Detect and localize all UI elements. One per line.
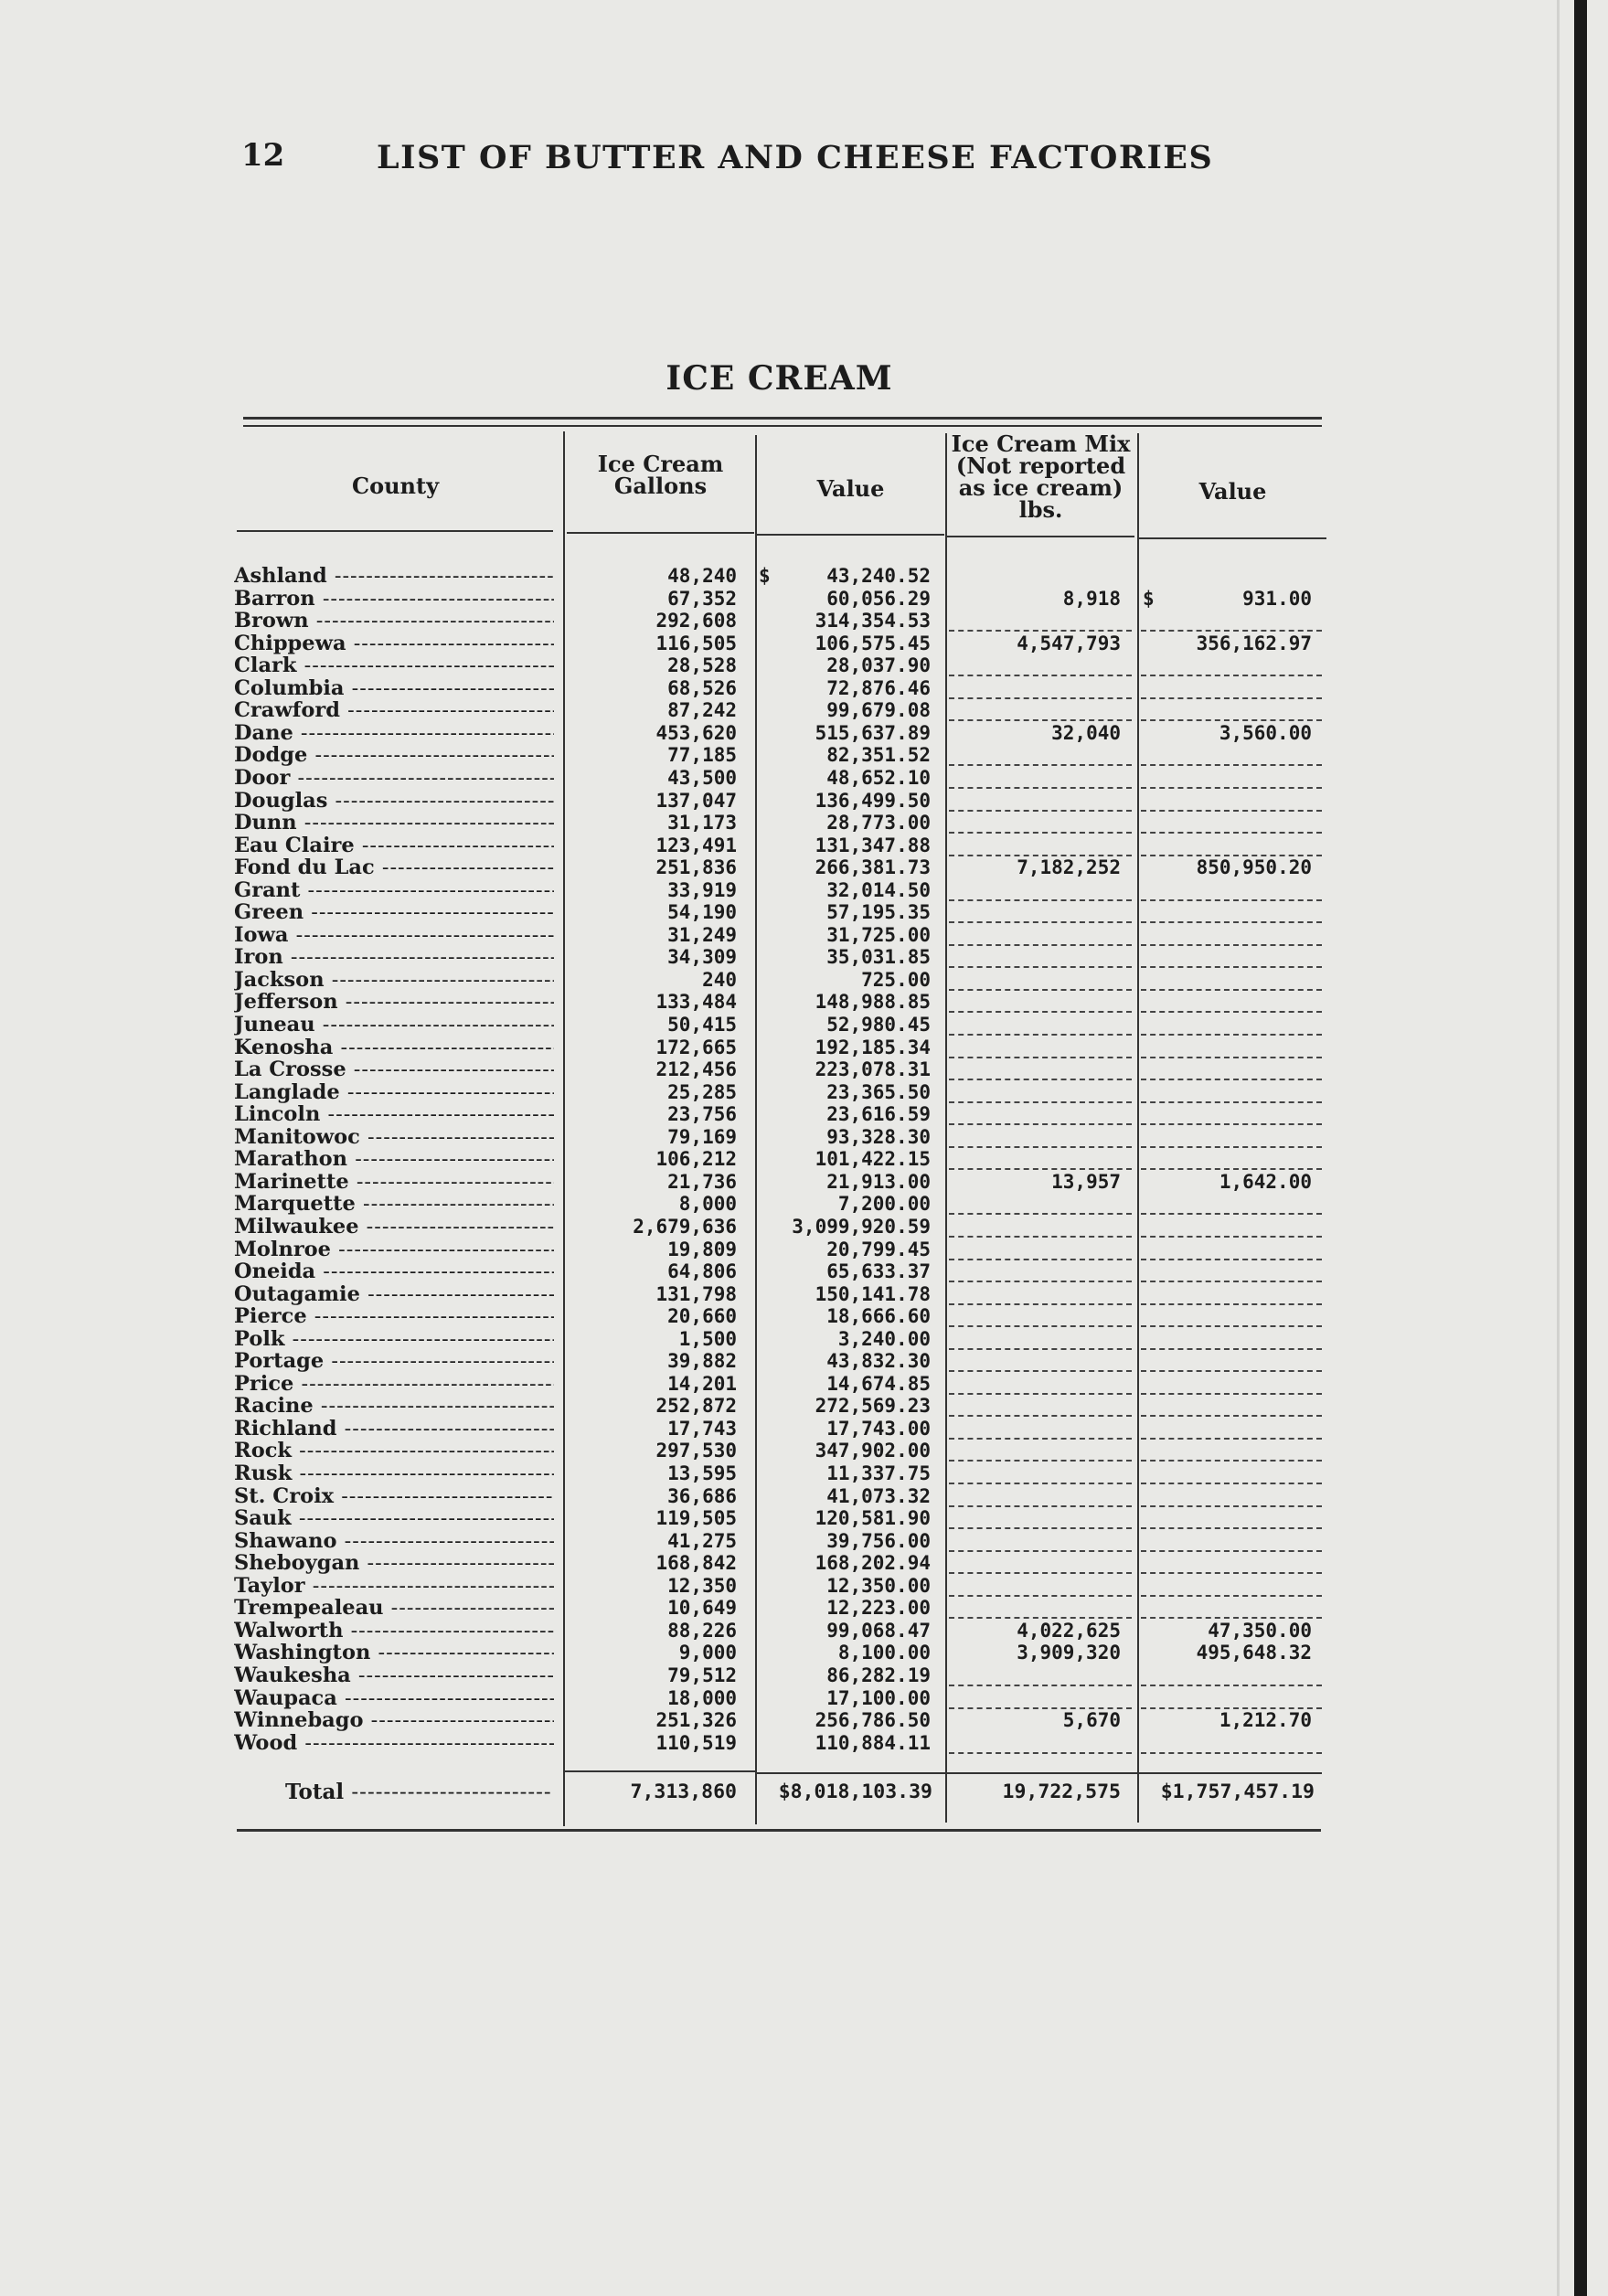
- ice-cream-value: 17,100.00: [826, 1686, 931, 1709]
- county-name: Molnroe -----: [234, 1238, 554, 1261]
- mix-lbs: 4,547,793: [1017, 632, 1121, 654]
- table-row: [0, 1238, 1559, 1261]
- ice-cream-value: 21,913.00: [826, 1170, 931, 1193]
- county-name: Waupaca -----: [234, 1687, 554, 1710]
- ice-cream-gallons: 79,512: [667, 1664, 737, 1686]
- ice-cream-value: 31,725.00: [826, 923, 931, 946]
- ice-cream-gallons: 110,519: [655, 1731, 737, 1754]
- county-name: Ashland -----: [234, 565, 554, 588]
- header-rule-mix: [947, 536, 1134, 537]
- table-row: [0, 744, 1559, 767]
- mix-lbs: 8,918: [1062, 587, 1121, 610]
- total-mix-lbs: 19,722,575: [1002, 1780, 1121, 1803]
- ice-cream-value: 272,569.23: [815, 1395, 931, 1418]
- ice-cream-gallons: 43,500: [667, 766, 737, 789]
- mix-value: 356,162.97: [1196, 632, 1312, 654]
- empty-mix-leader: [949, 1752, 1132, 1754]
- county-name: Barron -----: [234, 588, 554, 611]
- table-row: [0, 1103, 1559, 1126]
- ice-cream-gallons: 77,185: [667, 744, 737, 767]
- ice-cream-value: 18,666.60: [826, 1305, 931, 1328]
- county-name: Crawford -----: [234, 699, 554, 722]
- county-name: Lincoln -----: [234, 1103, 554, 1126]
- total-rule-value: [757, 1772, 945, 1774]
- county-name: Langlade -----: [234, 1081, 554, 1104]
- ice-cream-value: 266,381.73: [815, 856, 931, 879]
- ice-cream-value: 48,652.10: [826, 766, 931, 789]
- ice-cream-gallons: 240: [702, 968, 737, 991]
- ice-cream-gallons: 292,608: [655, 610, 737, 632]
- page-binding-edge: [1574, 0, 1587, 2296]
- county-name: Polk -----: [234, 1328, 554, 1351]
- table-row: [0, 1216, 1559, 1238]
- county-name: Dane -----: [234, 722, 554, 745]
- ice-cream-value: 12,223.00: [826, 1597, 931, 1620]
- ice-cream-gallons: 14,201: [667, 1372, 737, 1395]
- ice-cream-gallons: 36,686: [667, 1484, 737, 1507]
- total-gallons: 7,313,860: [630, 1780, 737, 1803]
- ice-cream-gallons: 67,352: [667, 587, 737, 610]
- header-county: County: [351, 473, 440, 499]
- table-row: [0, 1395, 1559, 1418]
- ice-cream-value: 57,195.35: [826, 901, 931, 924]
- ice-cream-gallons: 131,798: [655, 1282, 737, 1305]
- county-name: Rusk -----: [234, 1462, 554, 1485]
- ice-cream-gallons: 18,000: [667, 1686, 737, 1709]
- total-rule-mix: [947, 1772, 1137, 1774]
- mix-lbs: 5,670: [1062, 1709, 1121, 1732]
- table-row: [0, 1350, 1559, 1373]
- ice-cream-gallons: 137,047: [655, 789, 737, 812]
- ice-cream-value: 12,350.00: [826, 1574, 931, 1597]
- mix-lbs: 32,040: [1051, 721, 1121, 744]
- ice-cream-gallons: 87,242: [667, 699, 737, 722]
- table-row: [0, 677, 1559, 700]
- ice-cream-value: 72,876.46: [826, 676, 931, 699]
- ice-cream-value: 35,031.85: [826, 946, 931, 969]
- county-name: Oneida -----: [234, 1260, 554, 1283]
- table-row: [0, 1462, 1559, 1485]
- table-row: [0, 1597, 1559, 1620]
- ice-cream-value: 23,365.50: [826, 1080, 931, 1103]
- county-name: Portage -----: [234, 1350, 554, 1373]
- ice-cream-gallons: 1,500: [678, 1327, 737, 1350]
- ice-cream-gallons: 172,665: [655, 1036, 737, 1058]
- ice-cream-gallons: 10,649: [667, 1597, 737, 1620]
- ice-cream-value: 82,351.52: [826, 744, 931, 767]
- county-name: Eau Claire -----: [234, 834, 554, 857]
- county-name: Milwaukee -----: [234, 1216, 554, 1238]
- county-name: Iowa -----: [234, 924, 554, 947]
- ice-cream-value: 99,068.47: [826, 1619, 931, 1642]
- county-name: Jefferson -----: [234, 991, 554, 1014]
- county-name: Wood -----: [234, 1732, 554, 1755]
- table-row: [0, 1283, 1559, 1306]
- ice-cream-value: 106,575.45: [815, 632, 931, 654]
- header-rule-mix-value: [1139, 537, 1326, 539]
- ice-cream-gallons: 79,169: [667, 1125, 737, 1148]
- county-name: Washington -----: [234, 1642, 554, 1664]
- table-row: [0, 1148, 1559, 1171]
- ice-cream-gallons: 64,806: [667, 1260, 737, 1283]
- county-name: Marinette -----: [234, 1171, 554, 1194]
- county-name: Sauk -----: [234, 1507, 554, 1530]
- bottom-rule: [237, 1829, 1321, 1832]
- table-row: [0, 879, 1559, 902]
- total-row: [0, 1779, 1559, 1806]
- ice-cream-gallons: 297,530: [655, 1440, 737, 1462]
- table-row: [0, 699, 1559, 722]
- ice-cream-value: 101,422.15: [815, 1148, 931, 1171]
- ice-cream-value: 11,337.75: [826, 1462, 931, 1484]
- header-rule-gallons: [567, 532, 754, 534]
- ice-cream-gallons: 252,872: [655, 1395, 737, 1418]
- county-name: Manitowoc -----: [234, 1126, 554, 1149]
- total-label: Total -----: [285, 1779, 550, 1806]
- ice-cream-gallons: 50,415: [667, 1014, 737, 1036]
- ice-cream-gallons: 88,226: [667, 1619, 737, 1642]
- mix-lbs: 7,182,252: [1017, 856, 1121, 879]
- ice-cream-gallons: 19,809: [667, 1238, 737, 1260]
- ice-cream-gallons: 21,736: [667, 1170, 737, 1193]
- ice-cream-gallons: 168,842: [655, 1552, 737, 1575]
- county-name: Shawano -----: [234, 1530, 554, 1553]
- ice-cream-gallons: 251,326: [655, 1709, 737, 1732]
- table-row: [0, 969, 1559, 992]
- ice-cream-gallons: 106,212: [655, 1148, 737, 1171]
- county-name: Jackson -----: [234, 969, 554, 992]
- ice-cream-value: 99,679.08: [826, 699, 931, 722]
- table-row: [0, 1620, 1559, 1642]
- ice-cream-value: 8,100.00: [837, 1642, 931, 1664]
- table-row: [0, 1328, 1559, 1351]
- ice-cream-gallons: 116,505: [655, 632, 737, 654]
- ice-cream-value: 725.00: [861, 968, 931, 991]
- table-row: [0, 1575, 1559, 1598]
- ice-cream-gallons: 251,836: [655, 856, 737, 879]
- table-row: [0, 834, 1559, 857]
- ice-cream-gallons: 68,526: [667, 676, 737, 699]
- ice-cream-value: 256,786.50: [815, 1709, 931, 1732]
- total-rule-mix-value: [1139, 1772, 1322, 1774]
- county-name: Racine -----: [234, 1395, 554, 1418]
- table-row: [0, 565, 1559, 588]
- table-row: [0, 1014, 1559, 1036]
- ice-cream-gallons: 39,882: [667, 1350, 737, 1373]
- empty-mix-value-leader: [1141, 1752, 1322, 1754]
- ice-cream-gallons: 133,484: [655, 991, 737, 1014]
- header-mix: [947, 430, 1134, 523]
- ice-cream-gallons: 31,249: [667, 923, 737, 946]
- table-row: [0, 924, 1559, 947]
- county-name: Clark -----: [234, 654, 554, 677]
- county-name: Rock -----: [234, 1440, 554, 1462]
- county-name: Kenosha -----: [234, 1036, 554, 1059]
- county-name: Waukesha -----: [234, 1664, 554, 1687]
- ice-cream-gallons: 13,595: [667, 1462, 737, 1484]
- county-name: Iron -----: [234, 946, 554, 969]
- ice-cream-value: 28,773.00: [826, 812, 931, 834]
- header-gallons: [567, 453, 754, 497]
- table-row: [0, 1709, 1559, 1732]
- total-value: $8,018,103.39: [778, 1780, 932, 1803]
- header-mix-value: Value: [1198, 478, 1267, 505]
- county-name: Walworth -----: [234, 1620, 554, 1642]
- ice-cream-value: 192,185.34: [815, 1036, 931, 1058]
- running-title: LIST OF BUTTER AND CHEESE FACTORIES: [377, 139, 1214, 176]
- table-row: [0, 991, 1559, 1014]
- ice-cream-value: 28,037.90: [826, 654, 931, 677]
- ice-cream-value: 17,743.00: [826, 1417, 931, 1440]
- header-value: Value: [816, 475, 885, 502]
- currency-symbol: $: [1143, 587, 1155, 610]
- table-row: [0, 588, 1559, 611]
- ice-cream-value: 3,099,920.59: [792, 1215, 931, 1238]
- county-name: Juneau -----: [234, 1014, 554, 1036]
- table-row: [0, 856, 1559, 879]
- total-mix-value: $1,757,457.19: [1160, 1780, 1315, 1803]
- county-name: Door -----: [234, 767, 554, 790]
- ice-cream-gallons: 119,505: [655, 1507, 737, 1530]
- ice-cream-gallons: 2,679,636: [633, 1215, 737, 1238]
- ice-cream-value: 347,902.00: [815, 1440, 931, 1462]
- mix-value: 850,950.20: [1196, 856, 1312, 879]
- mix-value: 495,648.32: [1196, 1642, 1312, 1664]
- table-row: [0, 812, 1559, 834]
- ice-cream-value: 43,240.52: [826, 565, 931, 587]
- ice-cream-gallons: 20,660: [667, 1305, 737, 1328]
- table-row: [0, 901, 1559, 924]
- ice-cream-value: 65,633.37: [826, 1260, 931, 1283]
- ice-cream-gallons: 8,000: [678, 1193, 737, 1216]
- mix-lbs: 3,909,320: [1017, 1642, 1121, 1664]
- header-gallons-line2: Gallons: [613, 473, 708, 499]
- ice-cream-gallons: 12,350: [667, 1574, 737, 1597]
- ice-cream-gallons: 17,743: [667, 1417, 737, 1440]
- ice-cream-value: 148,988.85: [815, 991, 931, 1014]
- table-row: [0, 1642, 1559, 1664]
- ice-cream-value: 39,756.00: [826, 1529, 931, 1552]
- ice-cream-value: 7,200.00: [837, 1193, 931, 1216]
- county-name: Marquette -----: [234, 1193, 554, 1216]
- top-rule-1: [243, 417, 1322, 420]
- ice-cream-value: 314,354.53: [815, 610, 931, 632]
- ice-cream-value: 60,056.29: [826, 587, 931, 610]
- top-rule-2: [243, 425, 1322, 427]
- county-name: Richland -----: [234, 1418, 554, 1440]
- ice-cream-value: 131,347.88: [815, 834, 931, 856]
- ice-cream-gallons: 48,240: [667, 565, 737, 587]
- mix-value: 1,212.70: [1219, 1709, 1312, 1732]
- table-title: ICE CREAM: [666, 359, 893, 398]
- ice-cream-value: 41,073.32: [826, 1484, 931, 1507]
- table-row: [0, 790, 1559, 813]
- header-mix-line1: Ice Cream Mix: [951, 430, 1131, 457]
- table-row: [0, 1507, 1559, 1530]
- ice-cream-gallons: 33,919: [667, 878, 737, 901]
- table-row: [0, 1171, 1559, 1194]
- header-mix-line3: as ice cream): [958, 474, 1123, 501]
- ice-cream-gallons: 31,173: [667, 812, 737, 834]
- ice-cream-gallons: 34,309: [667, 946, 737, 969]
- county-name: Chippewa -----: [234, 632, 554, 655]
- ice-cream-value: 168,202.94: [815, 1552, 931, 1575]
- ice-cream-value: 93,328.30: [826, 1125, 931, 1148]
- ice-cream-value: 223,078.31: [815, 1058, 931, 1081]
- mix-value: 47,350.00: [1208, 1619, 1312, 1642]
- ice-cream-gallons: 28,528: [667, 654, 737, 677]
- table-row: [0, 1036, 1559, 1059]
- table-row: [0, 1732, 1559, 1755]
- ice-cream-value: 3,240.00: [837, 1327, 931, 1350]
- ice-cream-gallons: 41,275: [667, 1529, 737, 1552]
- table-row: [0, 1081, 1559, 1104]
- county-name: Marathon -----: [234, 1148, 554, 1171]
- county-name: Taylor -----: [234, 1575, 554, 1598]
- county-name: Columbia -----: [234, 677, 554, 700]
- header-rule-value: [757, 534, 944, 536]
- ice-cream-value: 110,884.11: [815, 1731, 931, 1754]
- table-row: [0, 722, 1559, 745]
- county-name: Green -----: [234, 901, 554, 924]
- ice-cream-value: 150,141.78: [815, 1282, 931, 1305]
- county-name: Dodge -----: [234, 744, 554, 767]
- county-name: Price -----: [234, 1373, 554, 1396]
- table-row: [0, 946, 1559, 969]
- ice-cream-value: 86,282.19: [826, 1664, 931, 1686]
- mix-lbs: 4,022,625: [1017, 1619, 1121, 1642]
- ice-cream-value: 515,637.89: [815, 721, 931, 744]
- currency-symbol: $: [759, 565, 771, 587]
- county-name: Winnebago -----: [234, 1709, 554, 1732]
- ice-cream-value: 52,980.45: [826, 1014, 931, 1036]
- ice-cream-gallons: 23,756: [667, 1103, 737, 1126]
- county-name: Pierce -----: [234, 1305, 554, 1328]
- county-name: Trempealeau -----: [234, 1597, 554, 1620]
- table-row: [0, 1440, 1559, 1462]
- header-mix-line4: lbs.: [1018, 496, 1063, 523]
- table-row: [0, 610, 1559, 632]
- ice-cream-value: 23,616.59: [826, 1103, 931, 1126]
- ice-cream-gallons: 9,000: [678, 1642, 737, 1664]
- ice-cream-gallons: 123,491: [655, 834, 737, 856]
- table-row: [0, 632, 1559, 655]
- table-row: [0, 1530, 1559, 1553]
- header-rule-county: [237, 530, 553, 532]
- table-row: [0, 1687, 1559, 1710]
- total-rule-gallons: [565, 1770, 755, 1772]
- county-name: La Crosse -----: [234, 1058, 554, 1081]
- county-name: Sheboygan -----: [234, 1552, 554, 1575]
- page-number: 12: [241, 137, 285, 174]
- ice-cream-value: 136,499.50: [815, 789, 931, 812]
- table-row: [0, 1373, 1559, 1396]
- ice-cream-value: 120,581.90: [815, 1507, 931, 1530]
- ice-cream-gallons: 25,285: [667, 1080, 737, 1103]
- ice-cream-value: 32,014.50: [826, 878, 931, 901]
- mix-value: 3,560.00: [1219, 721, 1312, 744]
- table-row: [0, 1126, 1559, 1149]
- county-name: Fond du Lac -----: [234, 856, 554, 879]
- county-name: Brown -----: [234, 610, 554, 632]
- ice-cream-value: 14,674.85: [826, 1372, 931, 1395]
- table-row: [0, 767, 1559, 790]
- ice-cream-gallons: 453,620: [655, 721, 737, 744]
- county-name: Grant -----: [234, 879, 554, 902]
- mix-value: 1,642.00: [1219, 1170, 1312, 1193]
- county-name: Douglas -----: [234, 790, 554, 813]
- table-row: [0, 1193, 1559, 1216]
- ice-cream-value: 20,799.45: [826, 1238, 931, 1260]
- table-row: [0, 1485, 1559, 1508]
- county-name: Outagamie -----: [234, 1283, 554, 1306]
- county-name: Dunn -----: [234, 812, 554, 834]
- table-row: [0, 1260, 1559, 1283]
- header-mix-line2: (Not reported: [955, 452, 1126, 479]
- ice-cream-gallons: 54,190: [667, 901, 737, 924]
- table-row: [0, 1664, 1559, 1687]
- mix-value: 931.00: [1242, 587, 1312, 610]
- mix-lbs: 13,957: [1051, 1170, 1121, 1193]
- ice-cream-gallons: 212,456: [655, 1058, 737, 1081]
- table-row: [0, 654, 1559, 677]
- table-row: [0, 1418, 1559, 1440]
- table-row: [0, 1058, 1559, 1081]
- header-gallons-line1: Ice Cream: [597, 451, 724, 477]
- ice-cream-value: 43,832.30: [826, 1350, 931, 1373]
- table-row: [0, 1305, 1559, 1328]
- county-name: St. Croix -----: [234, 1485, 554, 1508]
- table-row: [0, 1552, 1559, 1575]
